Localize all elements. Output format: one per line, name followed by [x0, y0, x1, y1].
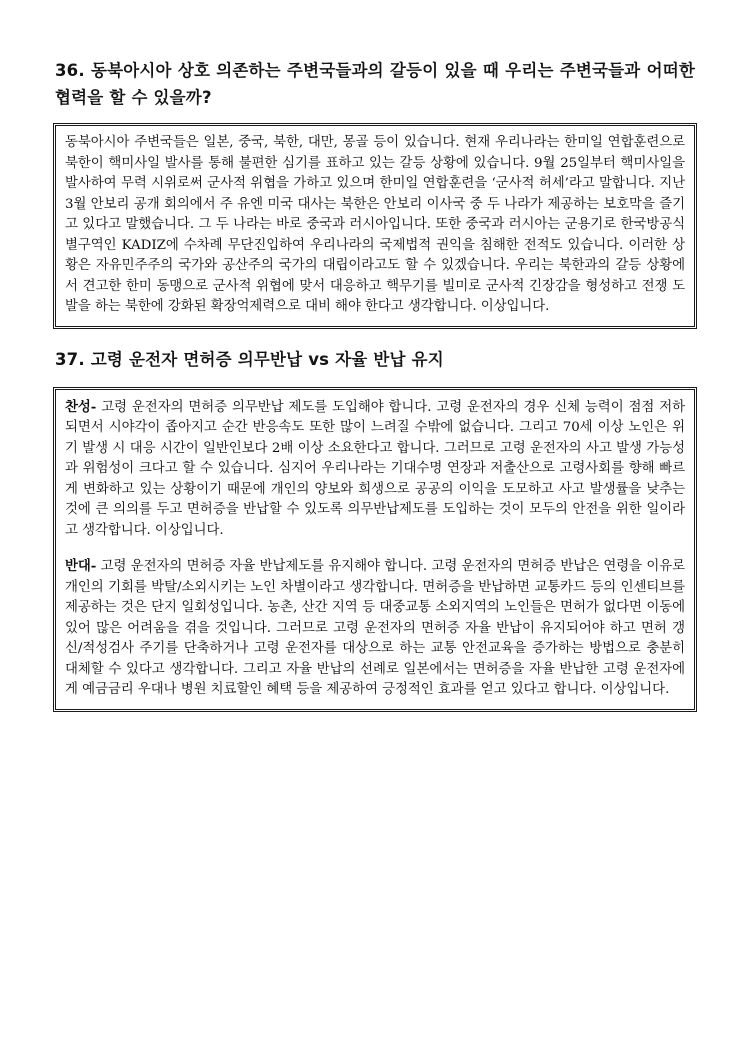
answer-text-con: 고령 운전자의 면허증 자율 반납제도를 유지해야 합니다. 고령 운전자의 면허증 반납은 연령을 이유로 개인의 기회를 박탈/소외시키는 노인 차별이라고 생각합니다. 면허증을 반납하면 교통카드 등의 인센티브를 제공하는 것은 단지 일회성입니다. 농촌, 산간 지역 등 대중교통 소외지역의 노인들은 면허가 없다면 이동에 있어 많은 어려움을 겪을 것입니다. 그러므로 고령 운전자의 면허증 자율 반납이 유지되어야 하고 면허 갱신/적성검사 주기를 단축하거나 고령 운전자를 대상으로 하는 교통 안전교육을 증가하는 방법으로 충분히 대체할 수 있다고 생각합니다. 그리고 자율 반납의 선례로 일본에서는 면허증을 자율 반납한 고령 운전자에게 예금금리 우대나 병원 치료할인 혜택 등을 제공하여 긍정적인 효과를 얻고 있다고 합니다. 이상입니다. — [65, 559, 685, 698]
question-heading-36: 36. 동북아시아 상호 의존하는 주변국들과의 갈등이 있을 때 우리는 주변국들과 어떠한 협력을 할 수 있을까? — [55, 61, 695, 107]
answer-paragraph-pro — [65, 397, 685, 542]
question-heading-37: 37. 고령 운전자 면허증 의무반납 vs 자율 반납 유지 — [55, 349, 444, 369]
document-content — [55, 58, 695, 710]
answer-box-36 — [55, 125, 695, 327]
stance-label-pro: 찬성- — [65, 398, 97, 415]
answer-text-pro: 고령 운전자의 면허증 의무반납 제도를 도입해야 합니다. 고령 운전자의 경우 신체 능력이 점점 저하되면서 시야각이 좁아지고 순간 반응속도 또한 많이 느려질 수밖에 없습니다. 그리고 70세 이상 노인은 위기 발생 시 대응 시간이 일반인보다 2배 이상 소요한다고 합니다. 그러므로 고령 운전자의 사고 발생 가능성과 위험성이 크다고 할 수 있습니다. 심지어 우리나라는 기대수명 연장과 저출산으로 고령사회를 향해 빠르게 변화하고 있는 상황이기 때문에 개인의 양보와 희생으로 공공의 이익을 도모하고 사고 발생률을 낮추는 것에 큰 의의를 두고 면허증을 반납할 수 있도록 의무반납제도를 도입하는 것이 모두의 안전을 위한 일이라고 생각합니다. 이상입니다. — [65, 399, 685, 538]
answer-paragraph-con — [65, 556, 685, 701]
stance-label-con: 반대- — [65, 558, 97, 575]
answer-paragraph: 동북아시아 주변국들은 일본, 중국, 북한, 대만, 몽골 등이 있습니다. 현재 우리나라는 한미일 연합훈련으로 북한이 핵미사일 발사를 통해 불편한 심기를 표하고 있는 갈등 상황에 있습니다. 9월 25일부터 핵미사일을 발사하여 무력 시위로써 군사적 위협을 가하고 있으며 한미일 연합훈련을 ‘군사적 허세’라고 말합니다. 지난 3월 안보리 공개 회의에서 주 유엔 미국 대사는 북한은 안보리 이사국 중 두 나라가 제공하는 보호막을 즐기고 있다고 말했습니다. 그 두 나라는 바로 중국과 러시아입니다. 또한 중국과 러시아는 군용기로 한국방공식별구역인 KADIZ에 수차례 무단진입하여 우리나라의 국제법적 권익을 침해한 전적도 있습니다. 이러한 상황은 자유민주주의 국가와 공산주의 국가의 대립이라고도 할 수 있겠습니다. 우리는 북한과의 갈등 상황에서 견고한 한미 동맹으로 군사적 위협에 맞서 대응하고 핵무기를 빌미로 군사적 긴장감을 형성하고 전쟁 도발을 하는 북한에 강화된 확장억제력으로 대비 해야 한다고 생각합니다. 이상입니다. — [65, 135, 685, 315]
answer-box-37 — [55, 389, 695, 710]
